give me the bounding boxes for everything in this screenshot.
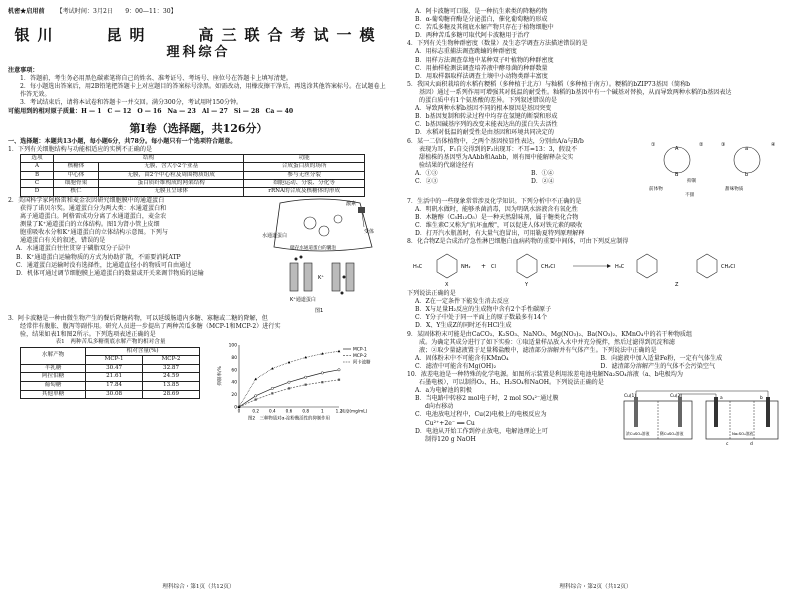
table-row <box>21 180 365 188</box>
header-line <box>8 8 389 16</box>
table-cell: 无膜，含大小2个亚基 <box>99 163 244 171</box>
x-tick-label: 1 <box>320 408 324 414</box>
q10-cell-figure <box>622 387 782 447</box>
q9-line: 9．某固体粉末可能是由CaCO₃、K₂SO₃、NaNO₃、Mg(NO₃)₂、Ba(NO₃)₂、KMnO₄中的若干种物质组 <box>407 330 693 338</box>
q10-option-a: A．a为电解池的阴极 <box>415 387 472 395</box>
struct-ch2cl: CH₂Cl <box>541 264 556 271</box>
q2-line: 胞重吸收水分和K⁺通道蛋白的立体结构示意图。下列与 <box>20 229 168 237</box>
q7-stem: 7．生活中的一些现象常常涉及化学知识。下列分析中不正确的是 <box>407 197 582 205</box>
q10-line: 石墨电极），可以制得O₂、H₂、H₂SO₄和NaOH。下列说法正确的是 <box>419 379 604 387</box>
data-point <box>255 399 257 401</box>
section1-heading: 一、选择题：本题共13小题，每小题6分，共78分。每小题只有一个选项符合题意。 <box>8 137 237 145</box>
fig-label-precursor: 前体物 <box>649 186 663 192</box>
q10-block <box>407 387 786 447</box>
q8-option-c: C．Y分子中处于同一平面上的原子数最多有14个 <box>415 314 548 322</box>
data-point <box>271 387 273 389</box>
data-point <box>254 378 257 380</box>
table-cell: 无膜，由2个中心粒及周围物质组成 <box>99 171 244 179</box>
table-cell: 细胞骨架 <box>54 180 99 188</box>
table-cell: A <box>21 163 54 171</box>
q10-option-c-cont: Cu²⁺+2e⁻ ══ Cu <box>425 419 475 427</box>
q6-line: 验结果的代谢途径有 <box>419 161 474 169</box>
q9-option-d: D．滤渣部分溶解产生的气体不会污染空气 <box>600 362 716 370</box>
table-cell: 无膜且呈球体 <box>99 188 244 196</box>
q5-option-c: C．b基因碱基序列的改变未能表达出的蛋白失去活性 <box>415 121 558 129</box>
table-header: 相对含量(%) <box>86 347 200 356</box>
q1-stem: 1．下列有关细胞结构与功能相适应的实例不正确的是 <box>8 145 153 153</box>
q8-line: 8．化合物Z是合成治疗急性淋巴细胞白血病药物的重要中间体，可由下列反应制得 <box>407 237 629 245</box>
fig-label-cu2: Cu(2) <box>670 394 683 400</box>
table-cell: 30.08 <box>86 390 143 399</box>
q9-option-c: C．滤渣中可能含有Mg(OH)₂ <box>415 362 497 370</box>
q6-options-row <box>407 178 647 186</box>
q9-options-row <box>407 363 786 371</box>
table-cell: 葡萄糖 <box>21 381 86 390</box>
y-tick-label: 100 <box>228 343 237 349</box>
q2-block <box>8 197 389 315</box>
q3-option-d: D．两种苦瓜多糖可取代阿卡波糖用于治疗 <box>415 32 530 40</box>
y-axis-label: 抑制率/% <box>218 366 223 387</box>
series-line-MCP-2 <box>239 380 339 407</box>
x-tick-label: 0.8 <box>302 408 310 414</box>
chart-title: 图2 三种物质对α-淀粉酶活性的抑制作用 <box>248 416 330 422</box>
q2-line: 离子通道蛋白。阿格雷成功分离了水通道蛋白，麦金农 <box>20 213 167 221</box>
q3-table <box>20 347 200 400</box>
q5-line: 基因）通过一系列作用可增强其对低温的耐受性。籼稻的b基因中有一个碱基对替换，从而导致两种水稻的b基因表达 <box>419 88 732 96</box>
fig-label-sweet: 甜味物质 <box>725 186 744 192</box>
table-cell: 32.87 <box>143 364 200 373</box>
q1-table <box>20 154 365 197</box>
legend-label: 阿卡波糖 <box>353 360 371 366</box>
q9-option-b: B．向滤液中加入适量Fe粉，一定有气体生成 <box>600 354 723 362</box>
q2-option-c: C．通道蛋白运输时没有选择性，比通道直径小的物质可自由通过 <box>16 261 192 269</box>
table-header-row <box>21 154 365 162</box>
table-cell: 30.47 <box>86 364 143 373</box>
x-tick-label: 0.6 <box>285 408 293 414</box>
fig-label-1: ① <box>651 141 656 148</box>
q6-line: 表现为耳，F₁自交得到的F₂出现耳：不耳=13：3，假设不 <box>419 145 578 153</box>
q7-option-b: B．木糖醇（C₅H₁₂O₅）是一种天然甜味剂，属于糖类化合物 <box>415 213 579 221</box>
table-cell: 阿拉伯糖 <box>21 373 86 382</box>
fig-label-na2so4: Na₂SO₄溶液 <box>732 431 754 437</box>
fig-label-a-lower: a <box>745 145 749 152</box>
fig-caption: 图1 <box>315 307 324 314</box>
series-line-阿卡波糖 <box>239 351 339 407</box>
q9-options-row <box>407 355 786 363</box>
table-cell: 24.59 <box>143 373 200 382</box>
struct-y: Y <box>525 282 529 287</box>
q5-line: 5．我国大面积栽培的水稻有粳稻（多种植于北方）与籼稻（多种植于南方）。粳稻的bZIP73基因（简称b <box>407 80 691 88</box>
table-header-row <box>21 347 200 356</box>
fig-label-k-channel: K⁺通道蛋白 <box>290 296 316 303</box>
fig-label-k: K⁺ <box>318 274 324 281</box>
q2-line: 获得了诺贝尔奖。通道蛋白分为两大类：水通道蛋白和 <box>20 204 167 212</box>
q3-line: 经常伴有腹胀、腹泻等副作用。研究人员进一步提出了两种苦瓜多糖（MCP-1和MCP-2）进行实 <box>20 322 281 330</box>
q6-options-row <box>407 170 647 178</box>
page-footer-right: 理科综合・第2页（共12页） <box>559 584 632 590</box>
y-tick-label: 60 <box>231 368 237 374</box>
table-header: MCP-2 <box>143 356 200 365</box>
q8-stem2: 下列说法正确的是 <box>407 290 456 298</box>
q6-option-c: C．②③ <box>415 177 438 185</box>
table-cell: D <box>21 188 54 196</box>
q6-option-a: A．①③ <box>415 169 438 177</box>
data-point <box>254 395 256 397</box>
struct-z-cl: CH₂Cl <box>721 264 736 271</box>
q3-line-chart <box>213 339 385 429</box>
table-row <box>21 188 365 196</box>
q5-line: 的蛋白质中有1个氨基酸的差异。下列叙述错误的是 <box>419 97 557 105</box>
fig-label-a: A <box>675 145 679 152</box>
table-cell: 细胞运动、分裂、分化等 <box>244 180 365 188</box>
table-cell: 核仁 <box>54 188 99 196</box>
y-tick-label: 20 <box>231 393 237 399</box>
q10-option-b-cont: d向右移动 <box>425 403 454 411</box>
part1-title: 第Ⅰ卷（选择题，共126分） <box>129 121 268 135</box>
atomic-masses: 可能用到的相对原子质量：H — 1 C — 12 O — 16 Na — 23 Al — 27 Si — 28 Ca — 40 <box>8 107 294 115</box>
q6-pathway-figure <box>647 138 782 198</box>
struct-cl: Cl <box>491 264 496 271</box>
q3-table-title: 表1 两种苦瓜多糖彻底水解产物的相对含量 <box>55 339 166 346</box>
q2-figure <box>260 197 385 315</box>
struct-x: X <box>445 282 449 287</box>
q10-option-b: B．当电路中转移2 mol电子时，2 mol SO₄²⁻通过膜 <box>415 395 559 403</box>
q2-line: 测量了K⁺通道蛋白的立体结构。图1为肾小管上皮细 <box>20 221 160 229</box>
q6-line: 甜植株的基因型为AAbb和Aabb，则有图中能解释杂交实 <box>419 153 574 161</box>
q2-option-d: D．机体可通过调节细胞膜上通道蛋白的数量或开关来调节物质的运输 <box>16 269 204 277</box>
data-point <box>271 392 273 394</box>
q2-line: 通道蛋白有关的叙述，错误的是 <box>20 237 106 245</box>
table-row <box>21 163 365 171</box>
fig-label-vesicle: 储存水通道蛋白的囊泡 <box>290 245 336 251</box>
fig-label-conc-cuso4: 浓CuSO₄溶液 <box>626 431 650 437</box>
table-cell: 中心体 <box>54 171 99 179</box>
fig-label-d: d <box>750 442 753 448</box>
q10-line: 10．浓差电池是一种特殊的化学电源。如图所示装置是利用浓差电池电解Na₂SO₄溶液（a、b电极均为 <box>407 371 683 378</box>
table-header: MCP-1 <box>86 356 143 365</box>
note-3: 3．考试结束后，请将本试卷和答题卡一并交回。满分300分，考试用时150分钟。 <box>20 99 243 107</box>
y-tick-label: 40 <box>231 380 237 386</box>
table-cell: 半乳糖 <box>21 364 86 373</box>
exam-time: 【考试时间：3月2日 9：00—11：30】 <box>56 8 177 15</box>
q10-option-d-cont: 制得120 g NaOH <box>425 435 476 443</box>
x-axis-label: 浓度(mg/mL) <box>341 408 368 414</box>
data-point <box>321 381 323 383</box>
q6-option-b: B．①④ <box>531 169 554 177</box>
fig-label-b-lower: b <box>745 171 749 178</box>
struct-z-ch3: H₃C <box>615 264 625 271</box>
q3-line: 验，结果如表1和图2所示。下列选项表述正确的是 <box>20 331 156 339</box>
notes-heading: 注意事项： <box>8 67 39 75</box>
q10-option-c: C．电池放电过程中，Cu(2)电极上的电极反应为 <box>415 411 547 419</box>
q6-line: 6．某一二倍体植物中，之两个基因按显性表达，分别由A/a与B/b <box>407 137 584 145</box>
x-tick-label: 0 <box>237 408 241 414</box>
q9-option-a: A．固体粉末中不可能含有KMnO₄ <box>415 354 509 362</box>
data-point <box>338 379 340 381</box>
table-cell: 21.61 <box>86 373 143 382</box>
q7-option-a: A．明矾水做时，能够杀菌消毒，因为明矾水溶液含有氧化性 <box>415 205 578 213</box>
table-row <box>21 364 200 373</box>
q7-option-d: D．打开汽水瓶盖时，有大量气泡冒出，可用勒夏特列原理解释 <box>415 229 585 237</box>
q6-option-d: D．②④ <box>531 177 555 185</box>
q9-line: 成。为确定其成分进行了如下实验：①取适量样品放入水中并充分搅拌，然后过滤得到沉淀和滤 <box>419 338 675 346</box>
secret-label: 机密★启用前 <box>8 8 45 15</box>
y-tick-label: 0 <box>234 405 237 411</box>
q3-option-c: C．苦瓜多糖及其彻底水解产物只存在于植物细胞中 <box>415 24 554 32</box>
note-1: 1．答题前，考生务必用黑色碳素笔将自己的姓名、准考证号、考场号、座位号在答题卡上填写清楚。 <box>20 75 293 83</box>
q5-option-d: D．水稻对低温的耐受性是由基因和环境共同决定的 <box>415 129 554 137</box>
q9-line: 液；②取少量滤液置于足量稀盐酸中，滤渣部分溶解并有气体产生。下列说法中正确的是 <box>419 346 657 354</box>
table-cell: 参与无丝分裂 <box>244 171 365 179</box>
q4-option-d: D．用取样器取样法调查土壤中小动物类群丰富度 <box>415 72 548 80</box>
page-right <box>397 0 794 594</box>
q10-option-d: D．电池从开始工作到停止放电，电解池理论上可 <box>415 427 548 435</box>
table-cell: B <box>21 171 54 179</box>
q7-option-c: C．维生素C又称为"抗坏血酸"，可以促进人体对铁元素的吸收 <box>415 221 583 229</box>
y-tick-label: 80 <box>231 356 237 362</box>
q8-option-a: A．Z在一定条件下能发生消去反应 <box>415 298 509 306</box>
table-cell: rRNA的合成及核糖体的形成 <box>244 188 365 196</box>
q4-option-b: B．用样方法调查草地中某种双子叶植物的种群密度 <box>415 56 554 64</box>
table-cell: 28.69 <box>143 390 200 399</box>
table-cell: 核糖体 <box>54 163 99 171</box>
data-point <box>305 384 307 386</box>
q4-option-c: C．用抽样检测法调查培养液中酵母菌的种群数量 <box>415 64 548 72</box>
data-point <box>321 372 323 374</box>
table-row <box>21 171 365 179</box>
fig-label-2: ② <box>699 141 704 148</box>
fig-label-inhibit: 抑制 <box>687 178 697 184</box>
data-point <box>288 387 290 389</box>
page-title: 银川 昆明 高三联合考试一模 <box>14 26 383 45</box>
q8-reaction-figure <box>407 246 784 286</box>
q3-figures <box>8 339 389 429</box>
table-row <box>21 381 200 390</box>
svg-text:+: + <box>481 263 487 271</box>
q2-line: 2．美国科学家阿格雷和麦金农因研究细胞膜中的通道蛋白 <box>8 196 165 204</box>
fig-label-b: B <box>675 171 679 178</box>
q4-option-a: A．用标志重捕法调查跳蝻的种群密度 <box>415 48 517 56</box>
struct-nh2: NH₂ <box>461 264 471 271</box>
table-row <box>21 390 200 399</box>
legend-label: MCP-2 <box>353 354 367 360</box>
fig-label-dilute-cuso4: 稀CuSO₄溶液 <box>660 431 684 437</box>
table-cell: 13.85 <box>143 381 200 390</box>
data-point <box>338 369 340 371</box>
table-cell: C <box>21 180 54 188</box>
fig-label-b-electrode: b <box>760 396 763 402</box>
q8-option-d: D．X、Y生成Z的同时还有HCl生成 <box>415 322 512 330</box>
note-2: 2．每小题选出答案后，用2B铅笔把答题卡上对应题目的答案标号涂黑。如需改动，用橡皮擦干净后，再选涂其他答案标号。在试题卷上作答无效。 <box>20 83 386 99</box>
fig-label-4: ④ <box>771 141 776 148</box>
fig-label-3: ③ <box>721 141 726 148</box>
page-subtitle: 理科综合 <box>166 45 231 61</box>
fig-label-aquaporin: 水通道蛋白 <box>262 232 288 239</box>
fig-label-c: c <box>726 442 729 448</box>
fig-label-hormone: 激素 <box>346 200 357 207</box>
struct-ch3: H₃C <box>413 264 423 271</box>
page-footer-left: 理科综合・第1页（共12页） <box>162 584 235 590</box>
data-point <box>304 376 306 378</box>
q5-option-a: A．导致两种水稻b基因不同的根本原因是基因突变 <box>415 105 552 113</box>
table-row <box>21 373 200 382</box>
fig-label-not-sweet: 不甜 <box>685 192 695 198</box>
legend-label: MCP-1 <box>353 347 367 353</box>
q8-option-b: B．X与足量H₂反应的生成物中含有2个手性碳原子 <box>415 306 552 314</box>
q5-option-b: B．b基因复制和转录过程中均存在氢键的断裂和形成 <box>415 113 558 121</box>
x-tick-label: 0.4 <box>268 408 276 414</box>
q3-option-b: B．α-葡萄糖苷酶是分泌蛋白，催化葡萄糖的形成 <box>415 16 548 24</box>
table-header: 选项 <box>21 154 54 162</box>
q3-option-a: A．阿卡波糖可口服，是一种抗生素类的降糖药物 <box>415 8 548 15</box>
data-point <box>321 352 324 354</box>
table-header: 水解产物 <box>21 347 86 364</box>
x-tick-label: 0.2 <box>252 408 260 414</box>
q2-option-b: B．K⁺通道蛋白运输物质的方式为协助扩散，不需要消耗ATP <box>16 253 181 261</box>
fig-label-cu1: Cu(1) <box>624 394 637 400</box>
table-cell: 17.84 <box>86 381 143 390</box>
fig-label-a-electrode: a <box>720 396 723 402</box>
table-cell: 合成蛋白质的场所 <box>244 163 365 171</box>
data-point <box>288 381 290 383</box>
q4-stem: 4．下列有关生物种群密度（数量）及生态学调查方法描述错误的是 <box>407 40 588 48</box>
table-header: 结构 <box>54 154 244 162</box>
table-header: 功能 <box>244 154 365 162</box>
fig-label-receptor: 受体 <box>364 228 375 235</box>
q2-option-a: A．水通道蛋白往往贯穿于磷脂双分子层中 <box>16 245 131 253</box>
table-cell: 其他单糖 <box>21 390 86 399</box>
q6-block <box>407 138 786 198</box>
x-tick-label: 1.2 <box>335 408 343 414</box>
table-cell: 蛋白质纤维构成的网架结构 <box>99 180 244 188</box>
struct-z: Z <box>675 282 679 287</box>
q3-line: 3．阿卡波糖是一种由微生物产生的餐后降糖药物，可以延缓肠道内多糖、寡糖或二糖的降解，但 <box>8 314 268 322</box>
